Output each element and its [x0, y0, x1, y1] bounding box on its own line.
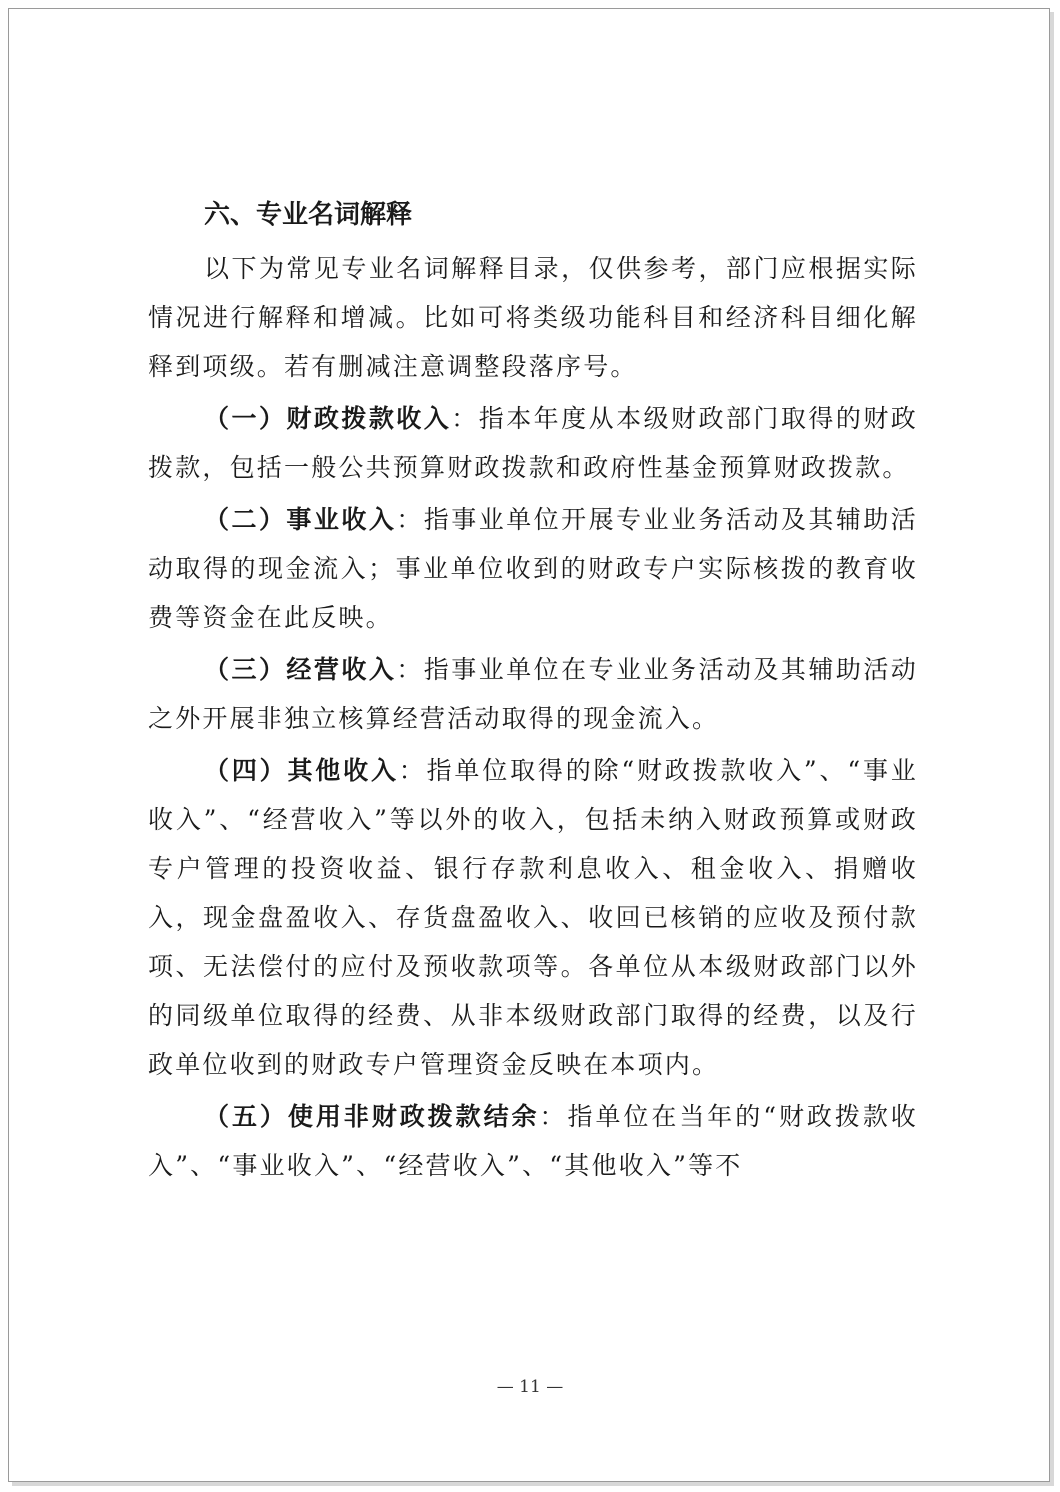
term-title: （二）事业收入 [204, 505, 397, 534]
document-body [148, 190, 918, 1190]
term-paragraph-2 [148, 495, 918, 642]
term-paragraph-4 [148, 746, 918, 1089]
term-body: ：指事业单位开展专业业务活动及其辅助活动取得的现金流入；事业单位收到的财政专户实际核拨的教育收费等资金在此反映。 [148, 505, 918, 632]
term-title: （三）经营收入 [204, 655, 397, 684]
term-paragraph-3 [148, 645, 918, 743]
term-title: （四）其他收入 [204, 756, 399, 785]
term-title: （一）财政拨款收入 [204, 404, 452, 433]
term-paragraph-1 [148, 394, 918, 492]
intro-paragraph: 以下为常见专业名词解释目录，仅供参考，部门应根据实际情况进行解释和增减。比如可将类级功能科目和经济科目细化解释到项级。若有删减注意调整段落序号。 [148, 254, 918, 381]
term-paragraph-5 [148, 1092, 918, 1190]
term-title: （五）使用非财政拨款结余 [204, 1102, 540, 1131]
term-body: ：指单位在当年的“财政拨款收入”、“事业收入”、“经营收入”、“其他收入”等不 [148, 1102, 918, 1180]
term-body: ：指事业单位在专业业务活动及其辅助活动之外开展非独立核算经营活动取得的现金流入。 [148, 655, 918, 733]
section-heading: 六、专业名词解释 [204, 200, 413, 230]
page-number: — 11 — [496, 1377, 564, 1397]
term-body: ：指本年度从本级财政部门取得的财政拨款，包括一般公共预算财政拨款和政府性基金预算财政拨款。 [148, 404, 918, 482]
term-body: ：指单位取得的除“财政拨款收入”、“事业收入”、“经营收入”等以外的收入，包括未纳入财政预算或财政专户管理的投资收益、银行存款利息收入、租金收入、捐赠收入，现金盘盈收入、存货盘盈收入、收回已核销的应收及预付款项、无法偿付的应付及预收款项等。各单位从本级财政部门以外的同级单位取得的经费、从非本级财政部门取得的经费，以及行政单位收到的财政专户管理资金反映在本项内。 [148, 756, 918, 1079]
